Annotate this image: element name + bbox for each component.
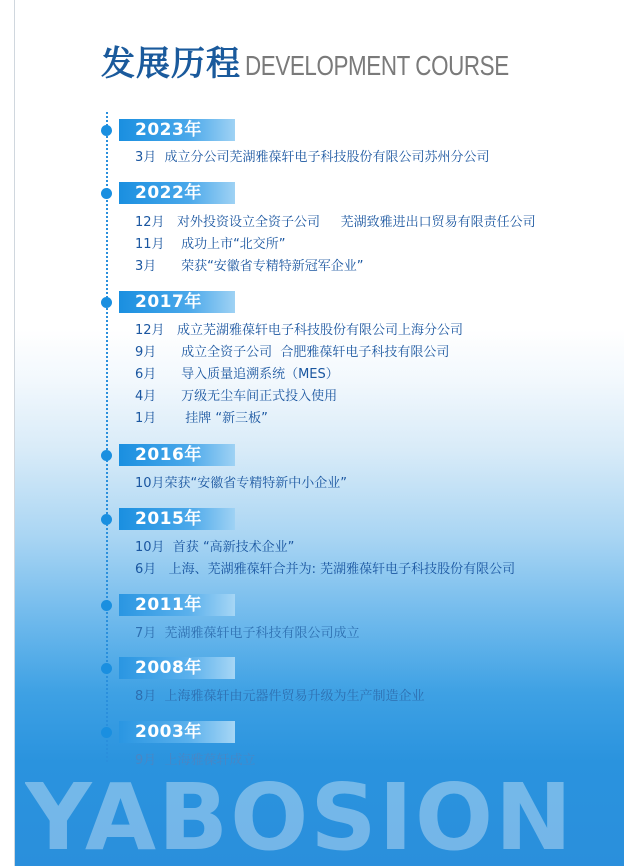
- timeline-entry: 12月 对外投资设立全资子公司 芜湖致雅进出口贸易有限责任公司: [135, 215, 536, 230]
- timeline-entry: 1月 挂牌 “新三板”: [135, 411, 268, 426]
- title-english: DEVELOPMENT COURSE: [245, 50, 509, 81]
- timeline-entry: 10月荣获“安徽省专精特新中小企业”: [135, 476, 348, 491]
- timeline-dot: [101, 514, 112, 525]
- timeline-entry: 7月 芜湖雅葆轩电子科技有限公司成立: [135, 626, 360, 641]
- year-badge-2023: 2023年: [119, 119, 235, 141]
- timeline-dot: [101, 600, 112, 611]
- timeline-entry: 9月 上海雅葆轩成立: [135, 753, 256, 768]
- brand-watermark: [25, 768, 625, 868]
- timeline-entry: 10月 首获 “高新技术企业”: [135, 540, 295, 555]
- year-badge-2017: 2017年: [119, 291, 235, 313]
- timeline-entry: 12月 成立芜湖雅葆轩电子科技股份有限公司上海分公司: [135, 323, 463, 338]
- year-badge-2015: 2015年: [119, 508, 235, 530]
- timeline-dot: [101, 727, 112, 738]
- year-badge-2011: 2011年: [119, 594, 235, 616]
- page-title: [101, 36, 575, 85]
- timeline-entry: 8月 上海雅葆轩由元器件贸易升级为生产制造企业: [135, 689, 425, 704]
- title-chinese: 发展历程: [101, 44, 241, 84]
- timeline-entry: 6月 上海、芜湖雅葆轩合并为: 芜湖雅葆轩电子科技股份有限公司: [135, 562, 516, 577]
- timeline-dot: [101, 188, 112, 199]
- year-badge-2016: 2016年: [119, 444, 235, 466]
- timeline-entry: 3月 成立分公司芜湖雅葆轩电子科技股份有限公司苏州分公司: [135, 150, 490, 165]
- timeline-entry: 11月 成功上市“北交所”: [135, 237, 286, 252]
- timeline-dot: [101, 125, 112, 136]
- timeline-entry: 3月 荣获“安徽省专精特新冠军企业”: [135, 259, 364, 274]
- year-badge-2008: 2008年: [119, 657, 235, 679]
- timeline-entry: 9月 成立全资子公司 合肥雅葆轩电子科技有限公司: [135, 345, 450, 360]
- watermark-text: YABOSION: [25, 768, 575, 868]
- timeline-dot: [101, 663, 112, 674]
- timeline-entry: 4月 万级无尘车间正式投入使用: [135, 389, 338, 404]
- timeline-entry: 6月 导入质量追溯系统（MES）: [135, 367, 339, 382]
- timeline-dot: [101, 450, 112, 461]
- year-badge-2003: 2003年: [119, 721, 235, 743]
- year-badge-2022: 2022年: [119, 182, 235, 204]
- page-background: [14, 0, 624, 866]
- timeline-dot: [101, 297, 112, 308]
